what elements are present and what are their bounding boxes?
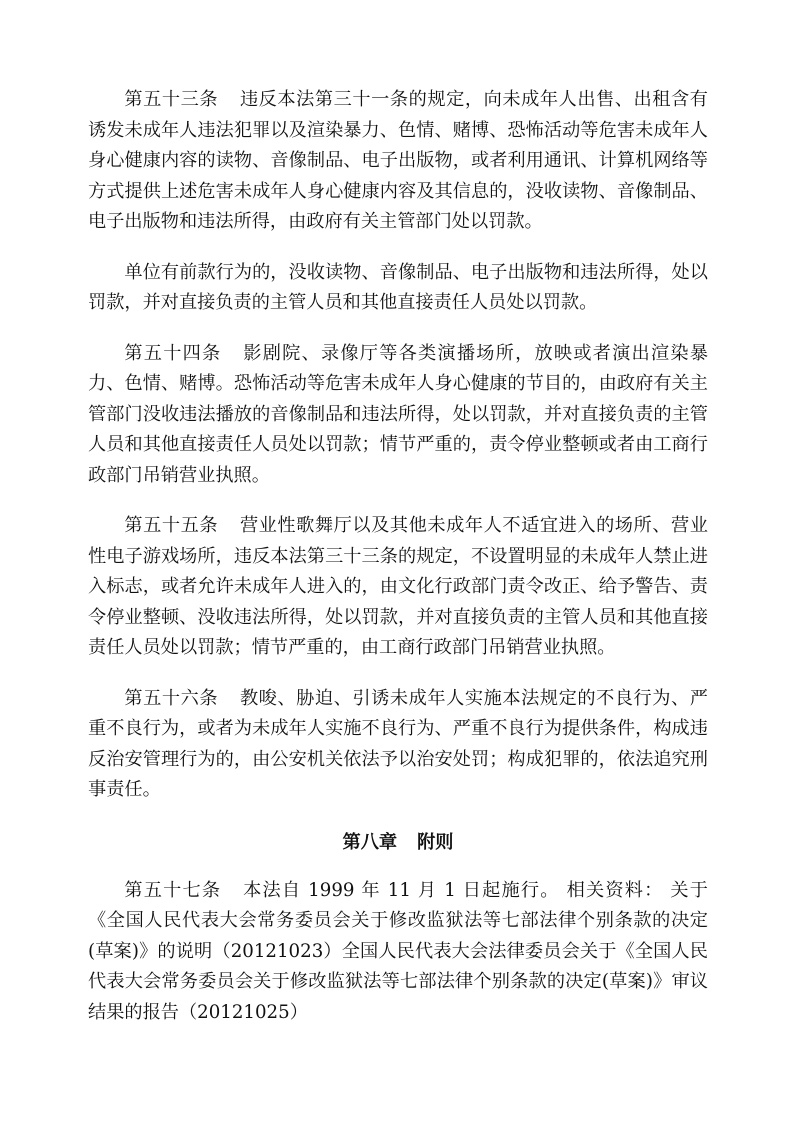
article-text: 单位有前款行为的，没收读物、音像制品、电子出版物和违法所得，处以罚款，并对直接负责的主管人员和其他直接责任人员处以罚款。 (88, 261, 708, 313)
article-number: 第五十七条 (124, 879, 222, 901)
article-number: 第五十五条 (124, 515, 219, 536)
article-text: 影剧院、录像厅等各类演播场所，放映或者演出渲染暴力、色情、赌博。恐怖活动等危害未成年人身心健康的节目的，由政府有关主管部门没收违法播放的音像制品和违法所得，处以罚款，并对直接负责的主管人员和其他直接责任人员处以罚款；情节严重的，责令停业整顿或者由工商行政部门吊销营业执照。 (88, 342, 708, 486)
article-53-paragraph-2 (88, 258, 708, 319)
document-body (88, 85, 708, 1048)
article-53 (88, 85, 708, 238)
chapter-number: 第八章 (342, 831, 398, 853)
article-text: 本法自 1999 年 11 月 1 日起施行。 相关资料： 关于《全国人民代表大会常务委员会关于修改监狱法等七部法律个别条款的决定(草案)》的说明（20121023）全国人民代表大会法律委员会关于《全国人民代表大会常务委员会关于修改监狱法等七部法律个别条款的决定(草案)》审议结果的报告（20121025） (88, 879, 708, 1023)
article-number: 第五十六条 (124, 687, 219, 709)
article-56 (88, 684, 708, 806)
article-54 (88, 339, 708, 492)
article-number: 第五十三条 (124, 89, 219, 110)
article-57 (88, 876, 708, 1029)
article-text: 违反本法第三十一条的规定，向未成年人出售、出租含有诱发未成年人违法犯罪以及渲染暴力、色情、赌博、恐怖活动等危害未成年人身心健康内容的读物、音像制品、电子出版物，或者利用通讯、计算机网络等方式提供上述危害未成年人身心健康内容及其信息的，没收读物、音像制品、电子出版物和违法所得，由政府有关主管部门处以罚款。 (88, 89, 708, 232)
chapter-title: 附则 (417, 831, 454, 853)
article-number: 第五十四条 (124, 342, 222, 364)
article-text: 营业性歌舞厅以及其他未成年人不适宜进入的场所、营业性电子游戏场所，违反本法第三十三条的规定，不设置明显的未成年人禁止进入标志，或者允许未成年人进入的，由文化行政部门责令改正、给予警告、责令停业整顿、没收违法所得，处以罚款，并对直接负责的主管人员和其他直接责任人员处以罚款；情节严重的，由工商行政部门吊销营业执照。 (88, 515, 708, 658)
article-text: 教唆、胁迫、引诱未成年人实施本法规定的不良行为、严重不良行为，或者为未成年人实施不良行为、严重不良行为提供条件，构成违反治安管理行为的，由公安机关依法予以治安处罚；构成犯罪的，依法追究刑事责任。 (88, 687, 708, 800)
chapter-heading (88, 828, 708, 858)
article-55 (88, 511, 708, 664)
